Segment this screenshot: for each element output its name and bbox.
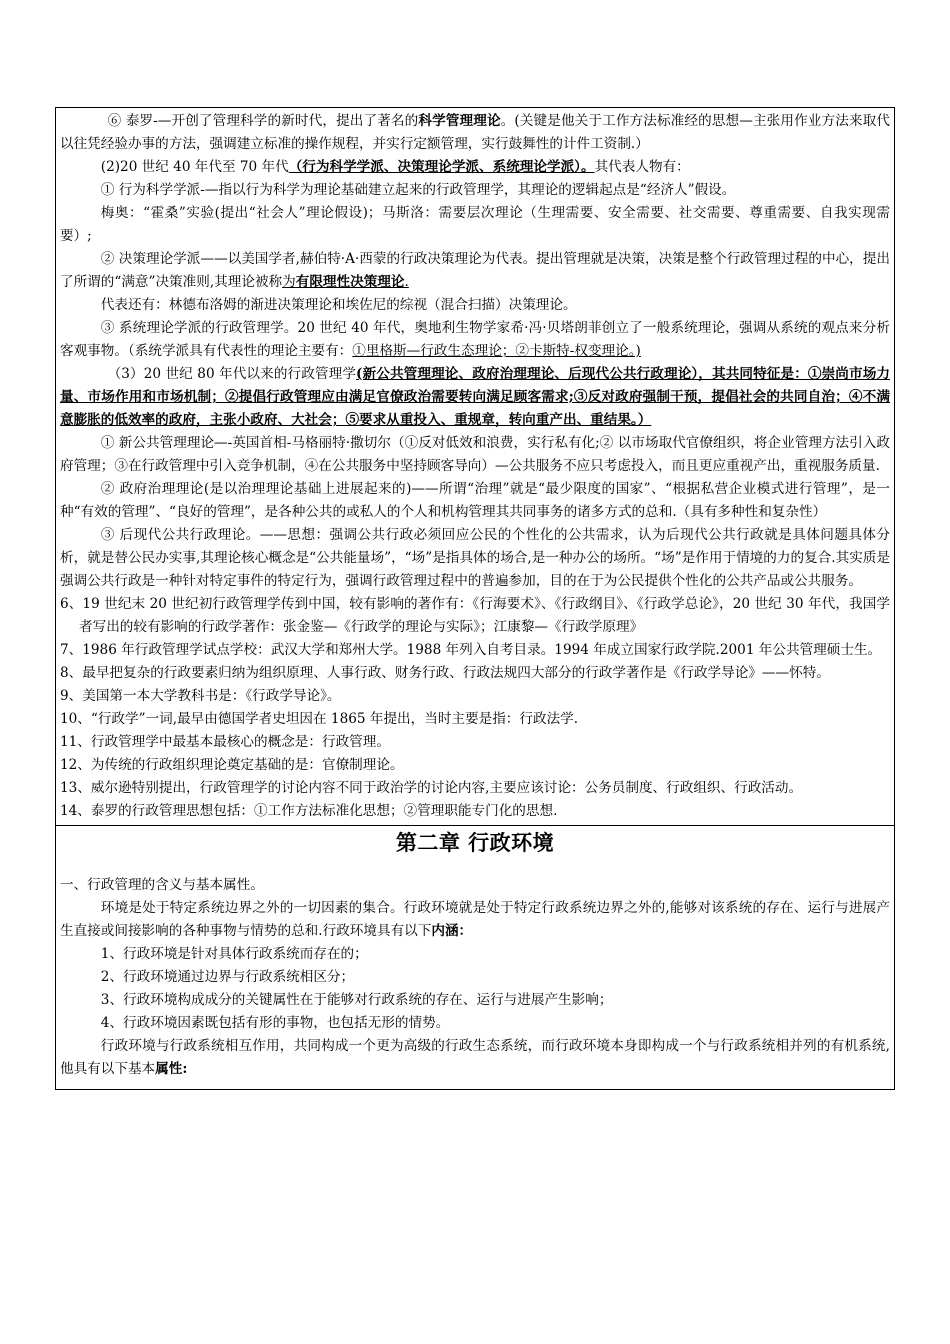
underlined-bold-text: (新公共管理理论、政府治理理论、后现代公共行政理论），其共同特征是：①崇尚市场力量、市场作用和市场机制；②提倡行政管理应由满足官僚政治需要转向满足顾客需求;③反对政府强制干预，提倡社会的共同自治；④不满意膨胀的低效率的政府，主张小政府、大社会；⑤要求从重投入、重规章，转向重产出、重结果。） — [60, 366, 890, 428]
list-item: 14、泰罗的行政管理思想包括：①工作方法标准化思想；②管理职能专门化的思想. — [60, 803, 558, 819]
underlined-text: . — [404, 274, 409, 290]
list-item: 3、行政环境构成成分的关键属性在于能够对行政系统的存在、运行与进展产生影响； — [100, 992, 613, 1008]
paragraph-decision — [60, 248, 890, 294]
list-item: 1、行政环境是针对具体行政系统而存在的； — [100, 946, 368, 962]
bold-text: 属性: — [155, 1061, 188, 1077]
list-item: 6、19 世纪末 20 世纪初行政管理学传到中国，较有影响的著作有：《行海要术》、《行政纲目》、《行政学总论》，20 世纪 30 年代，我国学者写出的较有影响的行政学著作：张金鉴—《行政学的理论与实际》；江康黎—《行政学原理》 — [60, 596, 890, 635]
paragraph-environment-attributes — [60, 1035, 890, 1081]
list-item: 9、美国第一本大学教科书是：《行政学导论》。 — [60, 688, 341, 704]
paragraph-behavioral: ① 行为科学学派-—指以行为科学为理论基础建立起来的行政管理学，其理论的逻辑起点是“经济人”假设。 — [100, 182, 736, 198]
list-item: 8、最早把复杂的行政要素归纳为组织原理、人事行政、财务行政、行政法规四大部分的行政学著作是《行政学导论》——怀特。 — [60, 665, 830, 681]
text: (2)20 世纪 40 年代至 70 年代 — [100, 159, 289, 175]
text: （3）20 世纪 80 年代以来的行政管理学 — [107, 366, 357, 382]
bold-text: 科学管理理论 — [418, 113, 501, 129]
list-item: 7、1986 年行政管理学试点学校：武汉大学和郑州大学。1988 年列入自考目录。1994 年成立国家行政学院.2001 年公共管理硕士生。 — [60, 642, 882, 658]
text: 。(关键是他关于工作方法标准经的思想—主张用作业方法来取代以往凭经验办事的方法，强调建立标准的操作规程，并实行定额管理，实行鼓舞性的计件工资制.） — [60, 113, 890, 152]
section-chapter2-box — [55, 826, 895, 1090]
underlined-text: 为 — [282, 274, 296, 290]
paragraph-npm: ① 新公共管理理论—-英国首相-马格丽特·撒切尔（①反对低效和浪费，实行私有化;② 以市场取代官僚组织，将企业管理方法引入政府管理；③在行政管理中引入竞争机制，④在公共服务中坚持顾客导向）—公共服务不应只考虑投入，而且更应重视产出，重视服务质量. — [60, 435, 890, 474]
text: 其代表人物有： — [594, 159, 690, 175]
underlined-text: （行为科学学派、决策理论学派、系统理论学派）。 — [288, 159, 595, 175]
paragraph-lindblom: 代表还有：林德布洛姆的渐进决策理论和埃佐尼的综视（混合扫描）决策理论。 — [100, 297, 577, 313]
list-item: 13、威尔逊特别提出，行政管理学的讨论内容不同于政治学的讨论内容,主要应该讨论：公务员制度、行政组织、行政活动。 — [60, 780, 803, 796]
text: 行政环境与行政系统相互作用，共同构成一个更为高级的行政生态系统，而行政环境本身即构成一个与行政系统相并列的有机系统,他具有以下基本 — [60, 1038, 890, 1077]
section-heading: 一、行政管理的含义与基本属性。 — [60, 877, 264, 893]
text: ③ 系统理论学派的行政管理学。20 世纪 40 年代，奥地利生物学家希·冯·贝塔朗菲创立了一般系统理论，强调从系统的观点来分析客观事物。（系统学派具有代表性的理论主要有： — [60, 320, 890, 359]
paragraph-postmodern: ③ 后现代公共行政理论。——思想：强调公共行政必须回应公民的个性化的公共需求，认为后现代公共行政就是具体问题具体分析，就是替公民办实事,其理论核心概念是“公共能量场”，“场”是指具体的场合,是一种办公的场所。“场”是作用于情境的力的复合.其实质是强调公共行政是一种针对特定事件的特定行为，强调行政管理过程中的普遍参加，目的在于为公民提供个性化的公共产品或公共服务。 — [60, 527, 890, 589]
paragraph-period-2 — [60, 156, 890, 179]
paragraph-period-3 — [60, 363, 890, 432]
list-item: 4、行政环境因素既包括有形的事物，也包括无形的情势。 — [100, 1015, 450, 1031]
bold-text: 内涵： — [431, 923, 473, 939]
list-item: 2、行政环境通过边界与行政系统相区分； — [100, 969, 355, 985]
list-item: 12、为传统的行政组织理论奠定基础的是：官僚制理论。 — [60, 757, 404, 773]
list-item: 10、“行政学”一词,最早由德国学者史坦因在 1865 年提出，当时主要是指：行政法学. — [60, 711, 579, 727]
text: ② 决策理论学派——以美国学者,赫伯特·A·西蒙的行政决策理论为代表。提出管理就是决策，决策是整个行政管理过程的中心，提出了所谓的“满意”决策准则,其理论被称 — [60, 251, 890, 290]
text: 环境是处于特定系统边界之外的一切因素的集合。行政环境就是处于特定行政系统边界之外的,能够对该系统的存在、运行与进展产生直接或间接影响的各种事物与情势的总和.行政环境具有以下 — [60, 900, 890, 939]
paragraph-systems — [60, 317, 890, 363]
text: ⑥ 泰罗-—开创了管理科学的新时代，提出了著名的 — [107, 113, 419, 129]
underlined-bold-text: 有限理性决策理论 — [295, 274, 405, 290]
paragraph-taylor — [60, 110, 890, 156]
paragraph-environment-definition — [60, 897, 890, 943]
document-page — [55, 107, 895, 1090]
section-chapter1-box — [55, 107, 895, 826]
paragraph-governance: ② 政府治理理论(是以治理理论基础上进展起来的)——所谓“治理”就是“最少限度的国家”、“根据私营企业模式进行管理”，是一种“有效的管理”、“良好的管理”，是各种公共的或私人的个人和机构管理其共同事务的诸多方式的总和.（具有多种性和复杂性） — [60, 481, 890, 520]
list-item: 11、行政管理学中最基本最核心的概念是：行政管理。 — [60, 734, 390, 750]
chapter-title: 第二章 行政环境 — [395, 830, 555, 855]
paragraph-mayo: 梅奥：“霍桑”实验(提出“社会人”理论假设)；马斯洛：需要层次理论（生理需要、安全需要、社交需要、尊重需要、自我实现需要）; — [60, 205, 890, 244]
underlined-text: ①里格斯—行政生态理论；②卡斯特-权变理论。) — [352, 343, 641, 359]
